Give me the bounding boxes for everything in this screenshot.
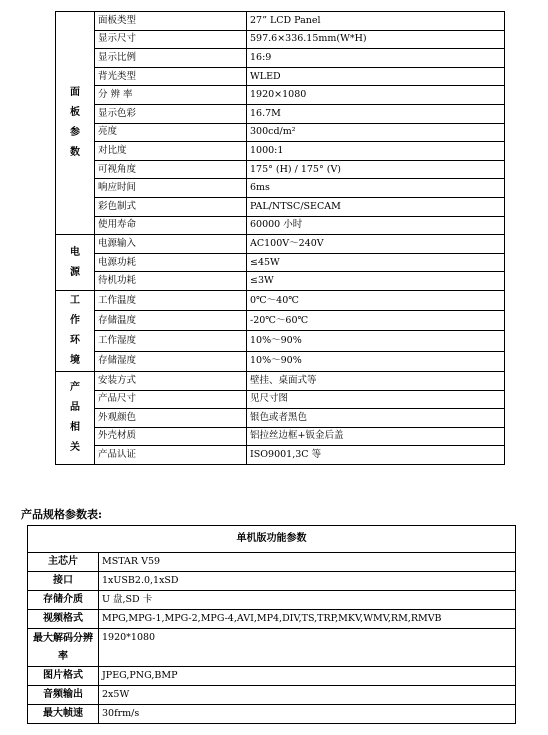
spec-value: 1000:1 [247, 142, 505, 161]
board-spec-row [28, 553, 516, 572]
board-spec-value: JPEG,PNG,BMP [99, 667, 516, 686]
spec-value: 27” LCD Panel [247, 12, 505, 31]
spec-value: ISO9001,3C 等 [247, 446, 505, 465]
spec-value: 银色或者黑色 [247, 409, 505, 428]
spec-row [56, 123, 505, 142]
spec-value: AC100V～240V [247, 235, 505, 254]
board-spec-label: 最大解码分辨率 [28, 629, 99, 667]
spec-value: ≤45W [247, 253, 505, 272]
category-char: 参 [70, 127, 80, 139]
spec-row [56, 311, 505, 331]
spec-row [56, 179, 505, 198]
spec-row [56, 12, 505, 31]
board-spec-value: MPG,MPG-1,MPG-2,MPG-4,AVI,MP4,DIV,TS,TRP,MKV,WMV,RM,RMVB [99, 610, 516, 629]
spec-row [56, 331, 505, 351]
board-spec-value: 1920*1080 [99, 629, 516, 667]
spec-value: 175° (H) / 175° (V) [247, 160, 505, 179]
spec-label: 分 辨 率 [95, 86, 247, 105]
spec-row [56, 30, 505, 49]
spec-label: 工作温度 [95, 290, 247, 310]
spec-label: 外观颜色 [95, 409, 247, 428]
board-table-title-row [28, 526, 516, 553]
panel-spec-body [56, 12, 505, 465]
spec-label: 显示色彩 [95, 104, 247, 123]
spec-row [56, 351, 505, 371]
spec-label: 显示比例 [95, 49, 247, 68]
board-spec-row [28, 667, 516, 686]
panel-spec-table [55, 11, 505, 465]
board-spec-value: 2x5W [99, 686, 516, 705]
category-char: 境 [70, 354, 80, 366]
spec-value: 10%～90% [247, 331, 505, 351]
spec-label: 背光类型 [95, 67, 247, 86]
spec-row [56, 104, 505, 123]
category-char: 环 [70, 334, 80, 346]
spec-row [56, 390, 505, 409]
category-char: 板 [70, 107, 80, 119]
spec-label: 彩色制式 [95, 197, 247, 216]
board-spec-label: 音频输出 [28, 686, 99, 705]
spec-value: WLED [247, 67, 505, 86]
spec-label: 存储湿度 [95, 351, 247, 371]
spec-row [56, 142, 505, 161]
category-char: 数 [70, 147, 80, 159]
category-label [56, 371, 95, 464]
spec-value: 铝拉丝边框+钣金后盖 [247, 427, 505, 446]
spec-row [56, 160, 505, 179]
spec-label: 安装方式 [95, 371, 247, 390]
spec-value: -20℃～60℃ [247, 311, 505, 331]
spec-value: 60000 小时 [247, 216, 505, 235]
spec-value: 见尺寸图 [247, 390, 505, 409]
category-char: 品 [70, 401, 80, 413]
board-spec-body [28, 526, 516, 724]
spec-label: 可视角度 [95, 160, 247, 179]
spec-label: 产品认证 [95, 446, 247, 465]
spec-row [56, 67, 505, 86]
spec-row [56, 409, 505, 428]
spec-row [56, 216, 505, 235]
spec-value: 300cd/m² [247, 123, 505, 142]
category-char: 源 [70, 266, 80, 278]
board-spec-row [28, 572, 516, 591]
category-char: 电 [70, 246, 80, 258]
category-char: 作 [70, 314, 80, 326]
board-table-title: 单机版功能参数 [28, 526, 516, 553]
board-spec-label: 最大帧速 [28, 705, 99, 724]
spec-value: 10%～90% [247, 351, 505, 371]
spec-row [56, 197, 505, 216]
spec-value: ≤3W [247, 272, 505, 291]
board-spec-value: U 盘,SD 卡 [99, 591, 516, 610]
spec-label: 显示尺寸 [95, 30, 247, 49]
spec-row [56, 427, 505, 446]
spec-label: 电源功耗 [95, 253, 247, 272]
spec-label: 响应时间 [95, 179, 247, 198]
spec-row [56, 235, 505, 254]
board-spec-row [28, 610, 516, 629]
spec-label: 对比度 [95, 142, 247, 161]
board-spec-table [27, 525, 516, 724]
spec-row [56, 371, 505, 390]
category-char: 相 [70, 421, 80, 433]
board-spec-row [28, 705, 516, 724]
spec-value: 16.7M [247, 104, 505, 123]
board-spec-label: 主芯片 [28, 553, 99, 572]
category-label [56, 290, 95, 371]
spec-value: 壁挂、桌面式等 [247, 371, 505, 390]
board-spec-label: 视频格式 [28, 610, 99, 629]
category-label [56, 12, 95, 235]
spec-value: 597.6×336.15mm(W*H) [247, 30, 505, 49]
spec-row [56, 290, 505, 310]
spec-value: 0℃～40℃ [247, 290, 505, 310]
spec-value: 1920×1080 [247, 86, 505, 105]
spec-row [56, 253, 505, 272]
spec-label: 亮度 [95, 123, 247, 142]
spec-label: 面板类型 [95, 12, 247, 31]
board-spec-label: 接口 [28, 572, 99, 591]
spec-value: 16:9 [247, 49, 505, 68]
spec-row [56, 86, 505, 105]
spec-label: 使用寿命 [95, 216, 247, 235]
board-spec-value: 30frm/s [99, 705, 516, 724]
category-char: 面 [70, 87, 80, 99]
board-spec-value: MSTAR V59 [99, 553, 516, 572]
spec-label: 产品尺寸 [95, 390, 247, 409]
spec-row [56, 446, 505, 465]
spec-label: 外壳材质 [95, 427, 247, 446]
spec-label: 电源输入 [95, 235, 247, 254]
board-spec-value: 1xUSB2.0,1xSD [99, 572, 516, 591]
board-spec-row [28, 686, 516, 705]
spec-label: 工作湿度 [95, 331, 247, 351]
section-heading: 产品规格参数表: [21, 508, 103, 521]
spec-value: PAL/NTSC/SECAM [247, 197, 505, 216]
spec-label: 待机功耗 [95, 272, 247, 291]
board-spec-label: 存储介质 [28, 591, 99, 610]
category-label [56, 235, 95, 291]
category-char: 关 [70, 441, 80, 453]
spec-row [56, 272, 505, 291]
board-spec-row [28, 591, 516, 610]
board-spec-row [28, 629, 516, 667]
category-char: 工 [70, 294, 80, 306]
spec-label: 存储温度 [95, 311, 247, 331]
spec-value: 6ms [247, 179, 505, 198]
category-char: 产 [70, 381, 80, 393]
spec-row [56, 49, 505, 68]
board-spec-label: 图片格式 [28, 667, 99, 686]
